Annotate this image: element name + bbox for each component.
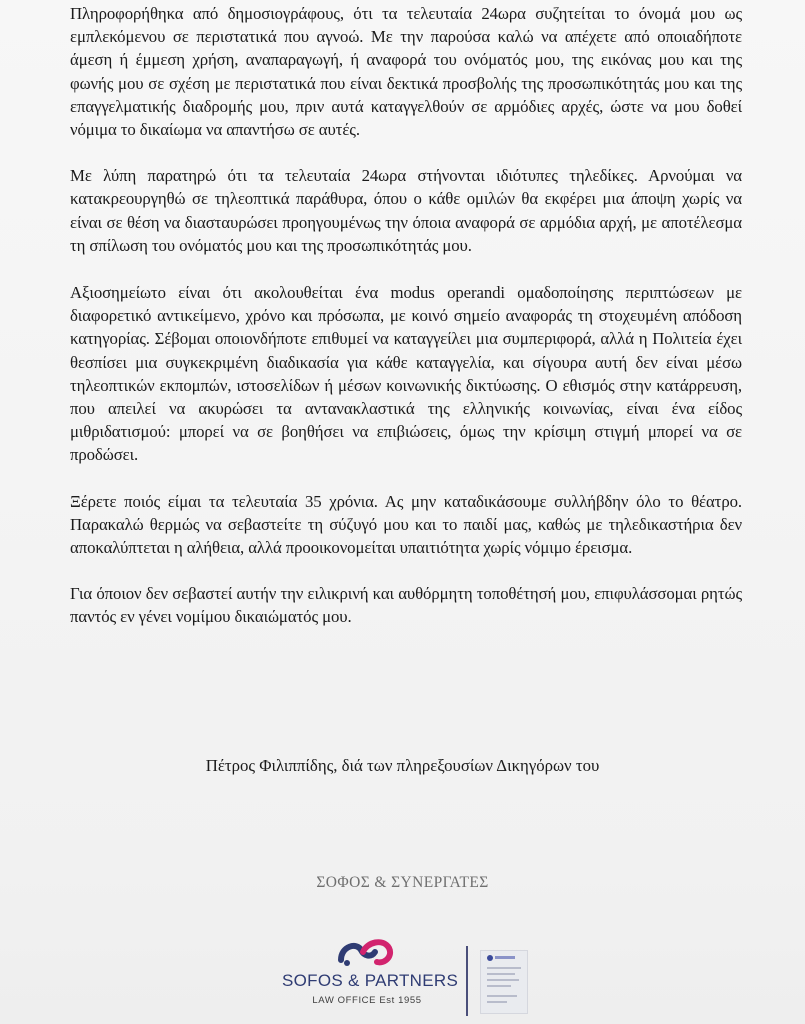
paragraph-1: Πληροφορήθηκα από δημοσιογράφους, ότι τα τελευταία 24ωρα συζητείται το όνομά μου ως εμπλεκόμενου σε περιστατικά που αγνοώ. Με την παρούσα καλώ να απέχετε από οποιαδήποτε άμεση ή έμμεση χρήση, αναπαραγωγή, ή αναφορά του ονόματός μου, της εικόνας μου και της φωνής μου σε σχέση με περιστατικά που είναι δεκτικά προσβολής της προσωπικότητάς μου και της επαγγελματικής διαδρομής μου, πριν αυτά καταγγελθούν σε αρμόδιες αρχές, ώστε να μου δοθεί νόμιμα το δικαίωμα να απαντήσω σε αυτές.	[70, 4, 742, 140]
footer-divider	[466, 946, 468, 1016]
letter-body	[70, 2, 742, 653]
sofos-logo-icon	[335, 934, 399, 968]
paragraph-4: Ξέρετε ποιός είμαι τα τελευταία 35 χρόνια. Ας μην καταδικάσουμε συλλήβδην όλο το θέατρο. Παρακαλώ θερμώς να σεβαστείτε τη σύζυγό μου και το παιδί μας, καθώς με τηλεδικαστήρια δεν αποκαλύπτεται η αλήθεια, αλλά προοικονομείται υπαιτιότητα χωρίς νόμιμο έρεισμα.	[70, 491, 742, 558]
firm-subtitle: LAW OFFICE Est 1955	[312, 995, 422, 1006]
paragraph-3: Αξιοσημείωτο είναι ότι ακολουθείται ένα modus operandi ομαδοποίησης περιπτώσεων με διαφορετικό αντικείμενο, χρόνο και πρόσωπα, με κοινό σημείο αναφοράς τη στοχευμένη απόδοση κατηγορίας. Σέβομαι οποιονδήποτε επιθυμεί να καταγγείλει μια συμπεριφορά, αλλά η Πολιτεία έχει θεσπίσει μια συγκεκριμένη διαδικασία για κάθε καταγγελία, και σίγουρα αυτή δεν είναι μέσω τηλεοπτικών εκπομπών, ιστοσελίδων ή μέσων κοινωνικής δικτύωσης. Ο εθισμός στην κατάρρευση, που απειλεί να ακυρώσει τα αντανακλαστικά της ελληνικής κοινωνίας, είναι ένα είδος μιθριδατισμού: μπορεί να σε βοηθήσει να επιβιώσεις, όμως την κρίσιμη στιγμή μπορεί να σε προδώσει.	[70, 283, 742, 465]
signature-line: Πέτρος Φιλιππίδης, διά των πληρεξουσίων Δικηγόρων του	[205, 756, 600, 775]
certificate-badge-icon	[480, 950, 528, 1014]
firm-name-greek: ΣΟΦΟΣ & ΣΥΝΕΡΓΑΤΕΣ	[316, 874, 489, 891]
paragraph-5: Για όποιον δεν σεβαστεί αυτήν την ειλικρινή και αυθόρμητη τοποθέτησή μου, επιφυλάσσομαι ρητώς παντός εν γένει νομίμου δικαιώματός μου.	[70, 584, 742, 627]
firm-logo	[282, 934, 459, 1018]
paragraph-2: Με λύπη παρατηρώ ότι τα τελευταία 24ωρα στήνονται ιδιότυπες τηλεδίκες. Αρνούμαι να κατακρεουργηθώ σε τηλεοπτικά παράθυρα, όπου ο κάθε ομιλών θα εκφέρει μια άποψη χωρίς να είναι σε θέση να διασταυρώσει προηγουμένως την όποια αναφορά σε αρμόδια αρχή, με αποτέλεσμα τη σπίλωση του ονόματός μου και της προσωπικότητάς μου.	[70, 166, 742, 255]
firm-name: SOFOS & PARTNERS	[282, 971, 459, 990]
